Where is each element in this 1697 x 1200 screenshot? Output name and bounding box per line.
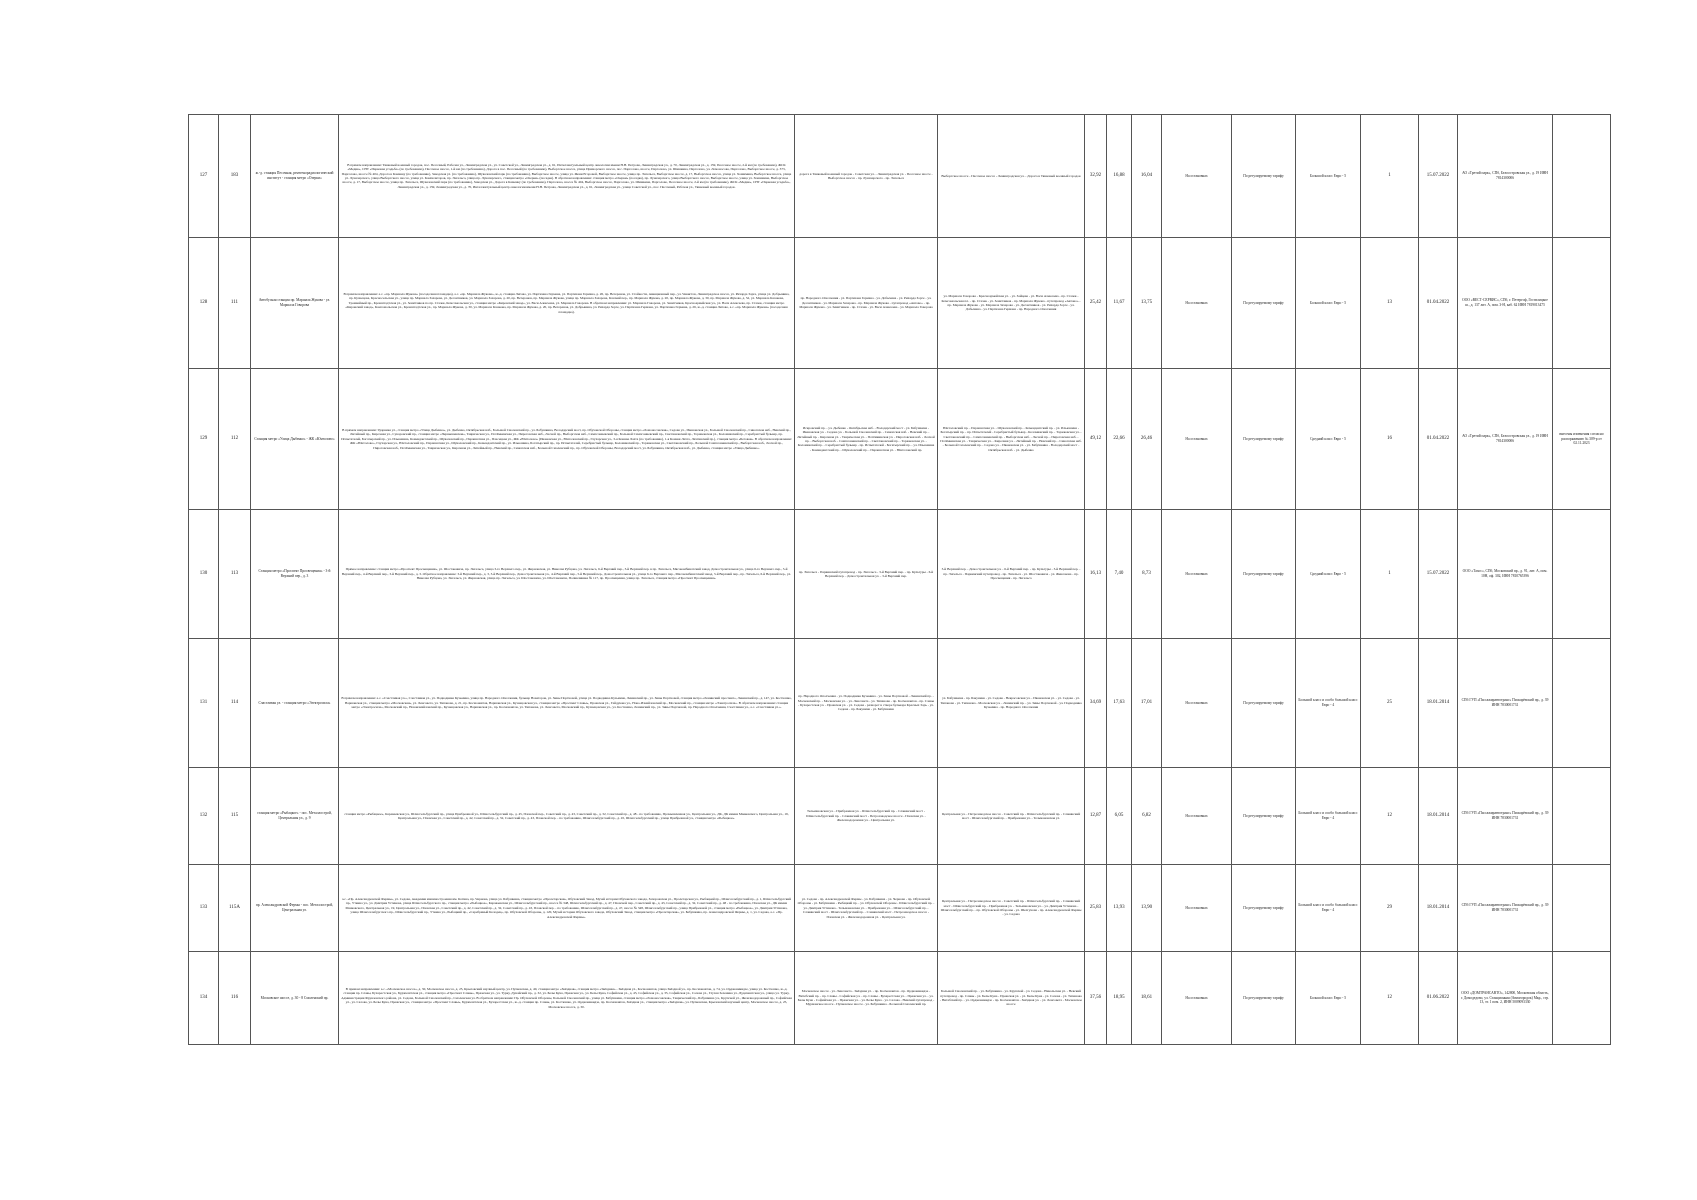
length-backward-cell: 8,73 bbox=[1132, 510, 1162, 639]
row-number-cell: 133 bbox=[189, 865, 219, 952]
vehicle-count-cell: 1 bbox=[1361, 510, 1419, 639]
route-name-cell: Станция метро «Улица Дыбенко» - ЖК «Юнтолово» bbox=[251, 369, 339, 510]
stops-sequence-cell: В прямом направлении: а.с. «Счастливая ул.», Счастливая ул., ул. Подводника Кузьмина, улица пр. Народного Ополчения, бульвар Новаторов, ул. Зины Портновой, улица ул. Подводника Кузьмина, Ленинский пр., ул. Зины Портновой, станция метро «Ленинский проспект», Ленинский пр., д. 147, ул. Костюшко, Варшавская ул., станция метро «Московская», ул. Ленсовета, ул. Типанова, д. 21, пр. Космонавтов, Варшавская ул., Кузнецовская ул., станция метро «Проспект Славы», Пражская ул., Гайдукова ул., Ново-Измайловский пр., Московский пр., станция метро «Электросила». В обратном направлении: станция метро «Электросила», Московский пр., Новоизмайловский пр., Кузнецовская ул., Варшавская ул., пр. Космонавтов, ул. Типанова, ул. Ленсовета, Московский пр., Кузнецовская ул., ул. Костюшко, Ленинский пр., ул. Зины Портновой, пр. Народного Ополчения, Счастливая ул., а.с. «Счастливая ул.». bbox=[339, 639, 795, 768]
table-row bbox=[189, 238, 1611, 369]
streets-backward-cell: Выборгское шоссе - Песочное шоссе - Ленинградская ул. - Дорога в Тянковый военный городок bbox=[938, 115, 1085, 238]
note-cell bbox=[1553, 952, 1611, 1045]
length-backward-cell: 13,90 bbox=[1132, 865, 1162, 952]
vehicle-class-cell: Большой класс и особо большой класс Евро - 4 bbox=[1296, 768, 1361, 865]
stops-sequence-cell: В прямом направлении: а.с. «пр. Маршала Жукова» (посадочная площадка), а.с. «пр. Маршала Жукова», ж.-д. станция Лигово, ул. Партизана Германа, ул. Партизана Германа, д. 26, пр. Ветеранов, ул. Стойкости, Авиационный пер., ул. Чекистов, Ленинградское шоссе, ул. Рихарда Зорге, улица ул. Добрынина, пр. Кузнецова, Красносельская ул., улица пр. Маршала Захарова, ул. Десантников, ул. Маршала Захарова, д. 20, пр. Ветеранов, пр. Маршала Жукова, улица пр. Маршала Захарова, Казачий пер., пр. Маршала Жукова, д. 20, пр. Маршала Жукова, д. 30, пр. Маршала Жукова, д. 52, ул. Маршала Казакова, Трамвайный пр., Кронштадтская ул., ул. Зенитчиков по пр. Стачек, Комсомольская ул., станция метро «Кировский завод», ул. Васи Алексеева, ул. Маршала Говорова. В обратном направлении: ул. Маршала Говорова, ул. Зенитчиков, Красноармейская ул., ул. Васи Алексеева, пр. Стачек, станция метро «Кировский завод», Комсомольская ул., Кронштадтская ул., пр. Маршала Жукова, д. 30, ул. Маршала Казакова, пр. Маршала Жукова, д. 20, пр. Ветеранов, ул. Добрынина, ул. Рихарда Зорге, ул. Партизана Германа, ул. Партизана Германа, д. 26, ж.-д. станция Лигово, а.с. «пр. Маршала Жукова» (посадочная площадка). bbox=[339, 238, 795, 369]
route-number-cell: 115 bbox=[219, 768, 251, 865]
row-number-cell: 132 bbox=[189, 768, 219, 865]
route-number-cell: 115А bbox=[219, 865, 251, 952]
start-date-cell: 01.04.2022 bbox=[1419, 369, 1458, 510]
length-forward-cell: 11,67 bbox=[1107, 238, 1132, 369]
routes-table bbox=[188, 114, 1611, 1045]
route-number-cell: 114 bbox=[219, 639, 251, 768]
start-date-cell: 15.07.2022 bbox=[1419, 115, 1458, 238]
streets-forward-cell: пр. Народного Ополчения - ул. Партизана Германа - ул. Добычина - ул. Рихарда Зорге - ул. Десантников - ул. Маршала Захарова - пр. Маршала Жукова - путепровод «Автово» - пр. Маршала Жукова - ул. Зенитчиков - пр. Стачек - ул. Васи Алексеева - ул. Маршала Говорова bbox=[795, 238, 938, 369]
stops-sequence-cell: В прямом направлении: а.с. «Московское шоссе», д. 30, Московское шоссе, д. 25, Крыловский научный центр, ул. Пулковская, д. 40, станция метро «Звёздная», станция метро «Звёздная» - Звёздная ул., Космонавтов, улица Звёздной ул., пр. Космонавтов, д. 74, ул. Орджоникидзе, улица ул. Костюшко, ж.-д. станция пр. Славы, Бухарестская ул., Будапештская ул., станция метро «Проспект Славы», Пражская ул., ул. Турку, Дунайский пр., д. 32, ул. Белы Куна, Пражская ул., ул. Белы Куна, Софийская ул., д. 45, Софийская ул., д. 35, Софийская ул., Салова ул., Глухая Зеленина ул., Будапештская ул., улица ул. Турку, Администрация Фрунзенского района, ул. Седова, Большой Смоленский пр., Смоленская ул. В обратном направлении: Пр. Обуховской Обороны, Большой Смоленский пр., улица ул. Бабушкина, станция метро «Ломоносовская», Таврический пр., Бабушкина ул., Крупской ул., Железнодорожный пр., Софийская ул., ул. Салова, ул. Белы Куна, Пражская ул., станция метро «Проспект Славы», Будапештская ул., Бухарестская ул., ж.-д. станция пр. Славы, ул. Костюшко, ул. Орджоникидзе, пр. Космонавтов, Звёздная ул., станция метро «Звёздная», ул. Пулковская, Крыловский научный центр, Московское шоссе, д. 25, Московское шоссе, д. 30. bbox=[339, 952, 795, 1045]
route-name-cell: станция метро «Рыбацкое» - пос. Металлострой, Центральная ул., д. 9 bbox=[251, 768, 339, 865]
streets-backward-cell: Центральная ул. - Петрозаводское шоссе - Советский пр. - Шлиссельбургский пр. - Славянский мост - Шлиссельбургский пр. - Прибрежная ул. - Тельмановская ул. - ул. Дмитрия Устинова - Шлиссельбургский пр. - пр. Обуховской Обороны - ул. Шелгунова - пр. Александровской Фермы - ул. Седова bbox=[938, 865, 1085, 952]
vehicle-class-cell: Средний класс Евро - 5 bbox=[1296, 369, 1361, 510]
route-name-cell: Автобусная станция пр. Маршала Жукова - ул. Маршала Говорова bbox=[251, 238, 339, 369]
route-number-cell: 183 bbox=[219, 115, 251, 238]
streets-backward-cell: ул. Маршала Говорова - Красноармейская ул. - ул. Зайцева - ул. Васи Алексеева - пр. Стачек - Комсомольская пл. - пр. Стачек - ул. Зенитчиков - пр. Маршала Жукова - путепровод «Автово» - пр. Маршала Жукова - ул. Маршала Захарова - ул. Десантников - ул. Рихарда Зорге - ул. Добычина - ул. Партизана Германа - пр. Народного Ополчения bbox=[938, 238, 1085, 369]
length-backward-cell: 18,61 bbox=[1132, 952, 1162, 1045]
streets-backward-cell: Юнтоловский пр. - Парашютная ул. - Шуваловский пр. - Комендантский пр. - ул. Ильюшина - Богатырский пр. - пр. Испытателей - Серебристый бульвар - Коломяжский пр. - Торжковская ул. - Светлановский пр. - Сампсониевский пр. - Выборгская наб. - Лесной пр. - Пироговская наб. - Потёмкинская ул. - Таврическая ул. - Кирочная ул. - Литейный пр. - Невский пр. - Синопская наб. - Большой Смоленский пр. - Седова ул. - Ивановская ул. - ул. Бабушкина - Володарский мост - Октябрьская наб. - ул. Дыбенко bbox=[938, 369, 1085, 510]
vehicle-count-cell: 16 bbox=[1361, 369, 1419, 510]
tariff-type-cell: По регулируемому тарифу bbox=[1232, 768, 1296, 865]
table-row bbox=[189, 952, 1611, 1045]
streets-forward-cell: ул. Седова - пр. Александровской Фермы - ул. Бабушкина - ул. Чернова - пр. Обуховской Обороны - ул. Бабушкина - Рыбацкий пр. - ул. Обуховской Обороны - Шлиссельбургский пр. - ул. Дмитрия Устинова - Тельмановская ул. - Прибрежная ул. - Шлиссельбургский пр. - Славянский мост - Шлиссельбургский пр. - Славянский мост - Петрозаводское шоссе - Пловская ул. - Железнодорожная ул. - Центральная ул. bbox=[795, 865, 938, 952]
carrier-info-cell: СПб ГУП «Пассажиравтотранс» Пискарёвский пр., д. 39 ИНН 7830001731 bbox=[1458, 639, 1553, 768]
vehicle-count-cell: 1 bbox=[1361, 115, 1419, 238]
streets-forward-cell: Искровский пр. - ул. Дыбенко - Октябрьская наб. - Володарский мост - ул. Бабушкина - Ивановская ул. - Седова ул. - Большой Смоленский пр. - Синопская наб. - Невский пр. - Литейный пр. - Кирочная ул. - Таврическая ул. - Потёмкинская ул. - Пироговская наб. - Лесной пр. - Выборгская наб. - Сампсониевский пр. - Светлановский пр. - Торжковская ул. - Коломяжский пр. - Серебристый бульвар - пр. Испытателей - Богатырский пр. - ул. Ильюшина - Комендантский пр. - Шуваловский пр. - Парашютная ул. - Юнтоловский пр. bbox=[795, 369, 938, 510]
table-row bbox=[189, 865, 1611, 952]
vehicle-count-cell: 13 bbox=[1361, 238, 1419, 369]
boarding-order-cell: На остановках bbox=[1162, 238, 1232, 369]
boarding-order-cell: На остановках bbox=[1162, 369, 1232, 510]
tariff-type-cell: По регулируемому тарифу bbox=[1232, 369, 1296, 510]
boarding-order-cell: На остановках bbox=[1162, 768, 1232, 865]
note-cell bbox=[1553, 510, 1611, 639]
route-name-cell: Московское шоссе, д. 30 - 8 Смоленский пр. bbox=[251, 952, 339, 1045]
tariff-type-cell: По регулируемому тарифу bbox=[1232, 639, 1296, 768]
route-number-cell: 113 bbox=[219, 510, 251, 639]
streets-forward-cell: дорога в Тянковый военный городок - Советская ул. - Ленинградская ул. - Песочное шоссе - Выборгское шоссе - пр. Луначарского - пр. Энгельса bbox=[795, 115, 938, 238]
row-number-cell: 128 bbox=[189, 238, 219, 369]
length-forward-cell: 6,05 bbox=[1107, 768, 1132, 865]
length-total-cell: 34,69 bbox=[1085, 639, 1107, 768]
row-number-cell: 129 bbox=[189, 369, 219, 510]
length-backward-cell: 13,75 bbox=[1132, 238, 1162, 369]
length-backward-cell: 16,04 bbox=[1132, 115, 1162, 238]
carrier-info-cell: ООО «Тахос», СПб, Московский пр., д. 91, лит. А, пом. 10Н, оф. 302, ИНН 7810765396 bbox=[1458, 510, 1553, 639]
note-cell bbox=[1553, 768, 1611, 865]
length-total-cell: 32,92 bbox=[1085, 115, 1107, 238]
route-name-cell: Станция метро «Проспект Просвещения» - 3-й Верхний пер., д. 3 bbox=[251, 510, 339, 639]
streets-backward-cell: ул. Бабушкина - пр. Бакунина - ул. Седова - Некрасовская ул. - Ивановская ул. - ул. Седова - ул. Типанова - ул. Типанова - Московская ул. - Ленинский пр. - ул. Зины Портновой - ул. Подводника Кузьмина - пр. Народного Ополчения bbox=[938, 639, 1085, 768]
carrier-info-cell: АО «Третий парк», СПб, Белоостровская ул., д. 19 ИНН 7814300006 bbox=[1458, 369, 1553, 510]
tariff-type-cell: По регулируемому тарифу bbox=[1232, 238, 1296, 369]
length-forward-cell: 22,66 bbox=[1107, 369, 1132, 510]
boarding-order-cell: На остановках bbox=[1162, 510, 1232, 639]
streets-forward-cell: пр. Энгельса - Парвинский путепровод - пр. Энгельса - 3-й Верхний пер. - пр. Культуры - 6-й Верхний пер. - Домостроительная ул. - 3-й Верхний пер. bbox=[795, 510, 938, 639]
start-date-cell: 18.01.2014 bbox=[1419, 865, 1458, 952]
streets-backward-cell: Центральная ул. - Петрозаводское шоссе - Советский пр. - Шлиссельбургский пр. - Славянский мост - Шлиссельбургский пр. - Прибрежная ул. - Тельмановская ул. bbox=[938, 768, 1085, 865]
note-cell bbox=[1553, 238, 1611, 369]
length-forward-cell: 18,95 bbox=[1107, 952, 1132, 1045]
streets-backward-cell: 3-й Верхний пер. - Домостроительная ул. - 6-й Верхний пер. - пр. Культуры - 3-й Верхний пер. - пр. Энгельса - Парвинский путепровод - пр. Энгельса - ул. Шостаковича - ул. Жевсокова - пр. Просвещения - пр. Энгельса bbox=[938, 510, 1085, 639]
stops-sequence-cell: станция метро «Рыбацкое», Караваевская ул., Шлиссельбургский пр., улица Прибрежной ул., Шлиссельбургский пр., д. 45, Пловской пер., Советский пр., д. 43, Советский пр., д. 32, Советский пр., д. 48 - по требованию, Промышленная ул., Центральная ул., ДК, ДК имени Маяковского, Центральная ул., 19, Центральная ул., Пловская ул., Советский пр., д. 42, Советский пр., д. 32, Советский пр., д. 43, Пловской пер. - по требованию, Шлиссельбургский пр., д. 45, Шлиссельбургский пр., улица Прибрежной ул., станция метро «Рыбацкое». bbox=[339, 768, 795, 865]
vehicle-count-cell: 29 bbox=[1361, 865, 1419, 952]
streets-forward-cell: Тельмановская ул. - Прибрежная ул. - Шлиссельбургский пр. - Славянский мост - Шлиссельбургский пр. - Славянский мост - Петрозаводское шоссе - Пловская ул. - Железнодорожная ул. - Центральная ул. bbox=[795, 768, 938, 865]
carrier-info-cell: СПб ГУП «Пассажиравтотранс» Пискарёвский пр., д. 39 ИНН 7830001731 bbox=[1458, 768, 1553, 865]
tariff-type-cell: По регулируемому тарифу bbox=[1232, 510, 1296, 639]
carrier-info-cell: СПб ГУП «Пассажиравтотранс» Пискарёвский пр., д. 39 ИНН 7830001731 bbox=[1458, 865, 1553, 952]
row-number-cell: 134 bbox=[189, 952, 219, 1045]
boarding-order-cell: На остановках bbox=[1162, 865, 1232, 952]
carrier-info-cell: АО «Третий парк», СПб, Белоостровская ул., д. 19 ИНН 7814300006 bbox=[1458, 115, 1553, 238]
table-body bbox=[189, 115, 1611, 1045]
boarding-order-cell: На остановках bbox=[1162, 115, 1232, 238]
stops-sequence-cell: В прямом направлении: Тянковый военный городок, пос. Песочный, Рабочая ул., Ленинградская ул., ул. Советской ул., Ленинградская ул., д. 61, Интеллектуальный центр онкологии имени Н.Н. Петрова, Ленинградская ул., д. 70, Ленинградская ул., д. 159, Песочное шоссе, 2-й км (по требованию), ЖСК «Медик», СНТ «Парковая усадьба» (по требованию), Песочное шоссе, 1-й км (по требованию), Дорога в пос. Песочный (по требованию), Выборгское шоссе, улица Приморского шоссе, пос. Парголово, шоссе, Парголово, ул. Шишкина, Парголово, ул. Ломоносова, Парголово, Выборгское шоссе, д. 373, Парголово, шоссе № 404, Дорога в Каменку (по требованию), Заводская ул. (по требованию), Шуваловский парк (по требованию), Выборгское шоссе, улица ул. Жени Егоровой, Выборгское шоссе, улица пр. Энгельса, Выборгское шоссе, д. 17, Выборгское шоссе, улица ул. Хошимина, Выборгское шоссе, улица ул. Луначарского, улица Выборгского шоссе, улица ул. Композиторов, пр. Энгельса, улица пр. Луначарского, станция метро «Озерки» (посадка). В обратном направлении: станция метро «Озерки» (посадка), пр. Луначарского, улица Выборгского шоссе, Выборгское шоссе, улица ул. Хошимина, Выборгское шоссе, д. 17, Выборгское шоссе, улица пр. Энгельса, Шуваловский парк (по требованию), Заводская ул., Дорога в Каменку (по требованию), Парголово, шоссе № 404, Выборгское шоссе, Парголово, ул. Шишкина, Парголово, Песочное шоссе, 2-й км (по требованию), ЖСК «Медик», СНТ «Парковая усадьба», Ленинградская ул., д. 159, Ленинградская ул., д. 70, Интеллектуальный центр онкологии имени Н.Н. Петрова, Ленинградская ул., д. 61, Ленинградская ул., улица Советской ул., пос. Песочный, Рабочая ул., Тянковый военный городок. bbox=[339, 115, 795, 238]
vehicle-count-cell: 12 bbox=[1361, 768, 1419, 865]
length-total-cell: 12,87 bbox=[1085, 768, 1107, 865]
route-number-cell: 111 bbox=[219, 238, 251, 369]
stops-sequence-cell: Прямое направление: станция метро «Проспект Просвещения», ул. Шостаковича, пр. Энгельса, улица 3-го Верхнего пер., ул. Жерновская, ул. Николая Рубцова, ул. Энгельса, 6-й Верхний пер., 3-й Верхний пер. в пр. Энгельса, Мясокомбинатский завод, Домостроительная ул., улица 6-го Верхнего пер., 3-й Верхний пер., 4-й Верхний пер., 3-й Верхний пер., д. 3. Обратное направление: 3-й Верхний пер., д. 3, 3-й Верхний пер., Домостроительная ул., 4-й Верхний пер., 5-й Верхний пер., Домостроительная ул., улица 6-го Верхнего пер., Мясокомбинатский завод, 3-й Верхний пер., пр. Энгельса, 6-й Верхний пер., ул. Николая Рубцова, ул. Энгельса, ул. Жерновская, улица пр. Энгельса, ул. Шостаковича, ул. Шостаковича, Поликлиника № 117, пр. Просвещения, улица пр. Энгельса, станция метро «Проспект Просвещения». bbox=[339, 510, 795, 639]
table-row bbox=[189, 639, 1611, 768]
vehicle-class-cell: Большой класс и особо большой класс Евро - 4 bbox=[1296, 865, 1361, 952]
carrier-info-cell: ООО «ВЕСТ-СЕРВИС», СПб, г. Петергоф, Гостилицкое ш., д. 137 лит. А, пом. 3-Н, каб. 62 ИНН 7819013475 bbox=[1458, 238, 1553, 369]
tariff-type-cell: По регулируемому тарифу bbox=[1232, 865, 1296, 952]
length-backward-cell: 26,46 bbox=[1132, 369, 1162, 510]
route-name-cell: Счастливая ул. - станция метро «Электросила» bbox=[251, 639, 339, 768]
route-number-cell: 116 bbox=[219, 952, 251, 1045]
length-forward-cell: 17,63 bbox=[1107, 639, 1132, 768]
start-date-cell: 18.01.2014 bbox=[1419, 639, 1458, 768]
length-total-cell: 49,12 bbox=[1085, 369, 1107, 510]
start-date-cell: 18.01.2014 bbox=[1419, 768, 1458, 865]
start-date-cell: 01.04.2022 bbox=[1419, 238, 1458, 369]
length-backward-cell: 6,82 bbox=[1132, 768, 1162, 865]
length-backward-cell: 17,01 bbox=[1132, 639, 1162, 768]
tariff-type-cell: По регулируемому тарифу bbox=[1232, 115, 1296, 238]
note-cell bbox=[1553, 115, 1611, 238]
length-total-cell: 37,56 bbox=[1085, 952, 1107, 1045]
vehicle-class-cell: Большой класс и особо большой класс Евро - 4 bbox=[1296, 639, 1361, 768]
vehicle-class-cell: Большой класс Евро - 5 bbox=[1296, 115, 1361, 238]
table-row bbox=[189, 768, 1611, 865]
note-cell bbox=[1553, 865, 1611, 952]
route-name-cell: ж.-д. станция Песочная, рентгенорадиологический институт - станция метро «Озерки» bbox=[251, 115, 339, 238]
streets-backward-cell: Большой Смоленский пр. - ул. Бабушкина - ул. Крупской - ул. Седова - Никольская ул. - Невский путепровод - пр. Славы - ул. Белы Куна - Пражская ул. - ул. Белы Куна - ул. Салова - ул. Типанова - Витебский пр. - ул. Орджоникидзе - пр. Космонавтов - Звёздная ул. - ул. Ленсовета - Московское шоссе bbox=[938, 952, 1085, 1045]
tariff-type-cell: По регулируемому тарифу bbox=[1232, 952, 1296, 1045]
streets-forward-cell: пр. Народного Ополчения - ул. Подводника Кузьмина - ул. Зины Портновой - Ленинский пр. - Московский пр. - Московская ул. - ул. Ленсовета - ул. Типанова - пр. Космонавтов - пр. Славы - Бухарестская ул. - Пражская ул. - ул. Седова - разворот в створе бульвара Красных Зорь - ул. Седова - пр. Бакунина - ул. Бабушкина bbox=[795, 639, 938, 768]
carrier-info-cell: ООО «ДОМТРАНСАВТО», 142800, Московская область, г. Домодедово, ул. Станционная (Авиагородок) Мкр., стр. 13, эт. 1 пом. 2, ИНН 5009093330 bbox=[1458, 952, 1553, 1045]
route-number-cell: 112 bbox=[219, 369, 251, 510]
vehicle-count-cell: 12 bbox=[1361, 952, 1419, 1045]
boarding-order-cell: На остановках bbox=[1162, 639, 1232, 768]
stops-sequence-cell: а.с. «Пр. Александровской Фермы», ул. Седова, Академия машиностроения им. Котина, пр. Чернова, улица ул. Бабушкина, станция метро «Пролетарская», Обуховский Завод, Музей истории Обуховского завода, Запорожская ул., Пролетарская ул., Рыбацкий пр., Шлиссельбургский пр., д. 1, Шлиссельбургский пр., Уткина ул., ул. Дмитрия Устинова, улица Шлиссельбургского пр., станция метро «Рыбацкое», Караваевская ул., Шлиссельбургский пр., шоссе № 348, Шлиссельбургский пр., д. 47, Пловской пер., Советский пр., д. 43, Советский пр., д. 32, Советский пр., д. 48 - по требованию, Пловская ул., ДК имени Маяковского, Центральная ул., 19, Центральная ул., Пловская ул., Советский пр., д. 42, Советский пр., д. 32, Советский пр., д. 43, Пловской пер. - по требованию, Шлиссельбургский пр., д. 47, шоссе № 348, Шлиссельбургский пр., улица Прибрежной ул., станция метро «Рыбацкое», ул. Дмитрия Устинова, улица Шлиссельбургского пр., Шлиссельбургский пр., Уткина ул., Рыбацкий пр., «Серебряный Колодец», пр. Обуховской Обороны, д. 120, Музей истории Обуховского завода, Обуховский Завод, станция метро «Пролетарская», ул. Бабушкина, пр. Александровской Фермы, д. 1, ул. Седова, а.с. «Пр. Александровской Фермы». bbox=[339, 865, 795, 952]
row-number-cell: 127 bbox=[189, 115, 219, 238]
start-date-cell: 01.06.2022 bbox=[1419, 952, 1458, 1045]
length-forward-cell: 13,93 bbox=[1107, 865, 1132, 952]
table-row bbox=[189, 369, 1611, 510]
row-number-cell: 131 bbox=[189, 639, 219, 768]
start-date-cell: 15.07.2022 bbox=[1419, 510, 1458, 639]
stops-sequence-cell: В прямом направлении: Ударника ул., станция метро «Улица Дыбенко», ул. Дыбенко, Октябрьская наб., Большой Смоленский пр., ул. Бабушкина, Володарский мост, пр. Обуховской Обороны, станция метро «Ломоносовская», Седова ул., Ивановская ул., Большой Смоленский пр., Синопская наб., Невский пр., Литейный пр., Кирочная ул., Суворовский пр., станция метро «Чернышевская», Таврическая ул., Потёмкинская ул., Пироговская наб., Лесной пр., Выборгская наб., Сампсониевский пр., Большой Сампсониевский пр., Светлановский пр., Торжковская ул., Коломяжский пр., Серебристый бульвар, пр. Испытателей, Богатырский пр., ул. Ильюшина, Комендантский пр., Шуваловский пр., Парашютная ул., Плесецкая ул., ЖК «Юнтолово» (Ивановская ул., Юнтоловский пр., Глухарская ул., 3-я Конная Лахта (по требованию), 1-я Конная Лахта, Лахтинский пр.), станция метро «Беговая». В обратном направлении: ЖК «Юнтолово», Глухарская ул., Юнтоловский пр., Парашютная ул., Шуваловский пр., Комендантский пр., ул. Ильюшина, Богатырский пр., пр. Испытателей, Серебристый бульвар, Коломяжский пр., Торжковская ул., Светлановский пр., Большой Сампсониевский пр., Выборгская наб., Лесной пр., Пироговская наб., Потёмкинская ул., Таврическая ул., Кирочная ул., Литейный пр., Невский пр., Синопская наб., Большой Смоленский пр., пр. Обуховской Обороны, Володарский мост, ул. Бабушкина, Октябрьская наб., ул. Дыбенко, станция метро «Улица Дыбенко». bbox=[339, 369, 795, 510]
streets-forward-cell: Московское шоссе - ул. Ленсовета - Звёздная ул. - пр. Космонавтов - пр. Орджоникидзе - Витебский пр. - пр. Славы - Софийская ул. - пр. Славы - Бухарестская ул. - Пражская ул. - ул. Белы Куна - Софийская ул. - Пражская ул. - ул. Белы Куна - ул. Салова - Невский путепровод - Мурманское шоссе - Пулковское шоссе - ул. Бабушкина - Большой Смоленский пр. bbox=[795, 952, 938, 1045]
length-total-cell: 25,83 bbox=[1085, 865, 1107, 952]
length-total-cell: 16,13 bbox=[1085, 510, 1107, 639]
length-total-cell: 25,42 bbox=[1085, 238, 1107, 369]
vehicle-class-cell: Большой класс Евро - 5 bbox=[1296, 952, 1361, 1045]
table-row bbox=[189, 510, 1611, 639]
vehicle-class-cell: Большой класс Евро - 5 bbox=[1296, 238, 1361, 369]
vehicle-count-cell: 25 bbox=[1361, 639, 1419, 768]
length-forward-cell: 7,40 bbox=[1107, 510, 1132, 639]
length-forward-cell: 16,88 bbox=[1107, 115, 1132, 238]
row-number-cell: 130 bbox=[189, 510, 219, 639]
route-name-cell: пр. Александровской Фермы - пос. Металлострой, Центральная ул. bbox=[251, 865, 339, 952]
vehicle-class-cell: Средний класс Евро - 5 bbox=[1296, 510, 1361, 639]
boarding-order-cell: На остановках bbox=[1162, 952, 1232, 1045]
note-cell: внесены изменения согласно распоряжению № 309-р от 02.11.2023 bbox=[1553, 369, 1611, 510]
table-row bbox=[189, 115, 1611, 238]
note-cell bbox=[1553, 639, 1611, 768]
